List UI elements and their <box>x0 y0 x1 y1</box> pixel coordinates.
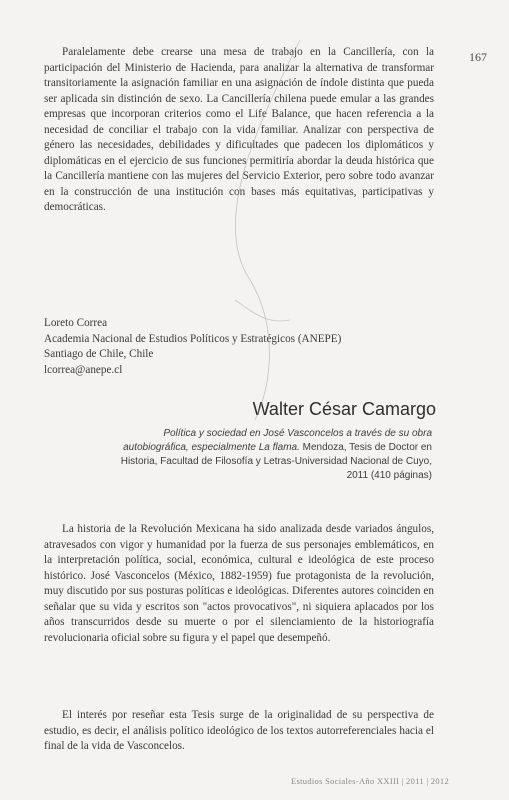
signature-location: Santiago de Chile, Chile <box>44 348 154 360</box>
review-paragraph-2: El interés por reseñar esta Tesis surge de la originalidad de su perspectiva de estudio, es decir, el análisis político ideológico de los textos autorreferenciales hacia el final de la vida de Vasconcelos. <box>44 709 434 752</box>
book-details: Mendoza, Tesis de Doctor en Historia, Facultad de Filosofía y Letras-Universidad Nacional de Cuyo, 2011 (410 páginas) <box>120 442 432 481</box>
signature-block <box>44 316 444 378</box>
page-number: 167 <box>469 50 487 64</box>
book-reference <box>112 427 432 483</box>
closing-paragraph: Paralelamente debe crearse una mesa de trabajo en la Cancillería, con la participación del Ministerio de Hacienda, para analizar la alternativa de transformar transitoriamente la asignación familiar en una asignación de índole distinta que pueda ser aplicada sin distinción de sexo. La Cancillería chilena puede emular a las grandes empresas que incorporan criterios como el Life Balance, que hacen referencia a la necesidad de conciliar el trabajo con la vida familiar. Analizar con perspectiva de género las necesidades, debilidades y dificultades que padecen los diplomáticos y diplomáticas en el ejercicio de sus funciones permitiría abordar la deuda histórica que la Cancillería mantiene con las mujeres del Servicio Exterior, pero sobre todo avanzar en la construcción de una institución con bases más equitativas, participativas y democráticas. <box>44 46 434 213</box>
signature-institution: Academia Nacional de Estudios Políticos y Estratégicos (ANEPE) <box>44 332 342 345</box>
signature-email: lcorrea@anepe.cl <box>44 363 123 376</box>
page-footer: Estudios Sociales-Año XXIII | 2011 | 2012 <box>291 776 449 786</box>
book-title: Política y sociedad en José Vasconcelos a través de su obra autobiográfica, especialmente La flama. <box>123 428 432 453</box>
signature-name: Loreto Correa <box>44 317 108 329</box>
review-author-heading: Walter César Camargo <box>252 399 436 419</box>
review-paragraph-1: La historia de la Revolución Mexicana ha sido analizada desde variados ángulos, atravesados con vigor y humanidad por la fuerza de sus personajes emblemáticos, en la interpretación política, social, económica, cultural e ideológica de este proceso histórico. José Vasconcelos (México, 1882-1959) fue protagonista de la revolución, muy discutido por sus posturas políticas e ideológicas. Diferentes autores coinciden en señalar que su vida y escritos son "actos provocativos", ni siquiera aplacados por los años transcurridos desde su muerte o por el silenciamiento de la historiografía revolucionaria oficial sobre su figura y el papel que desempeñó. <box>44 523 434 644</box>
